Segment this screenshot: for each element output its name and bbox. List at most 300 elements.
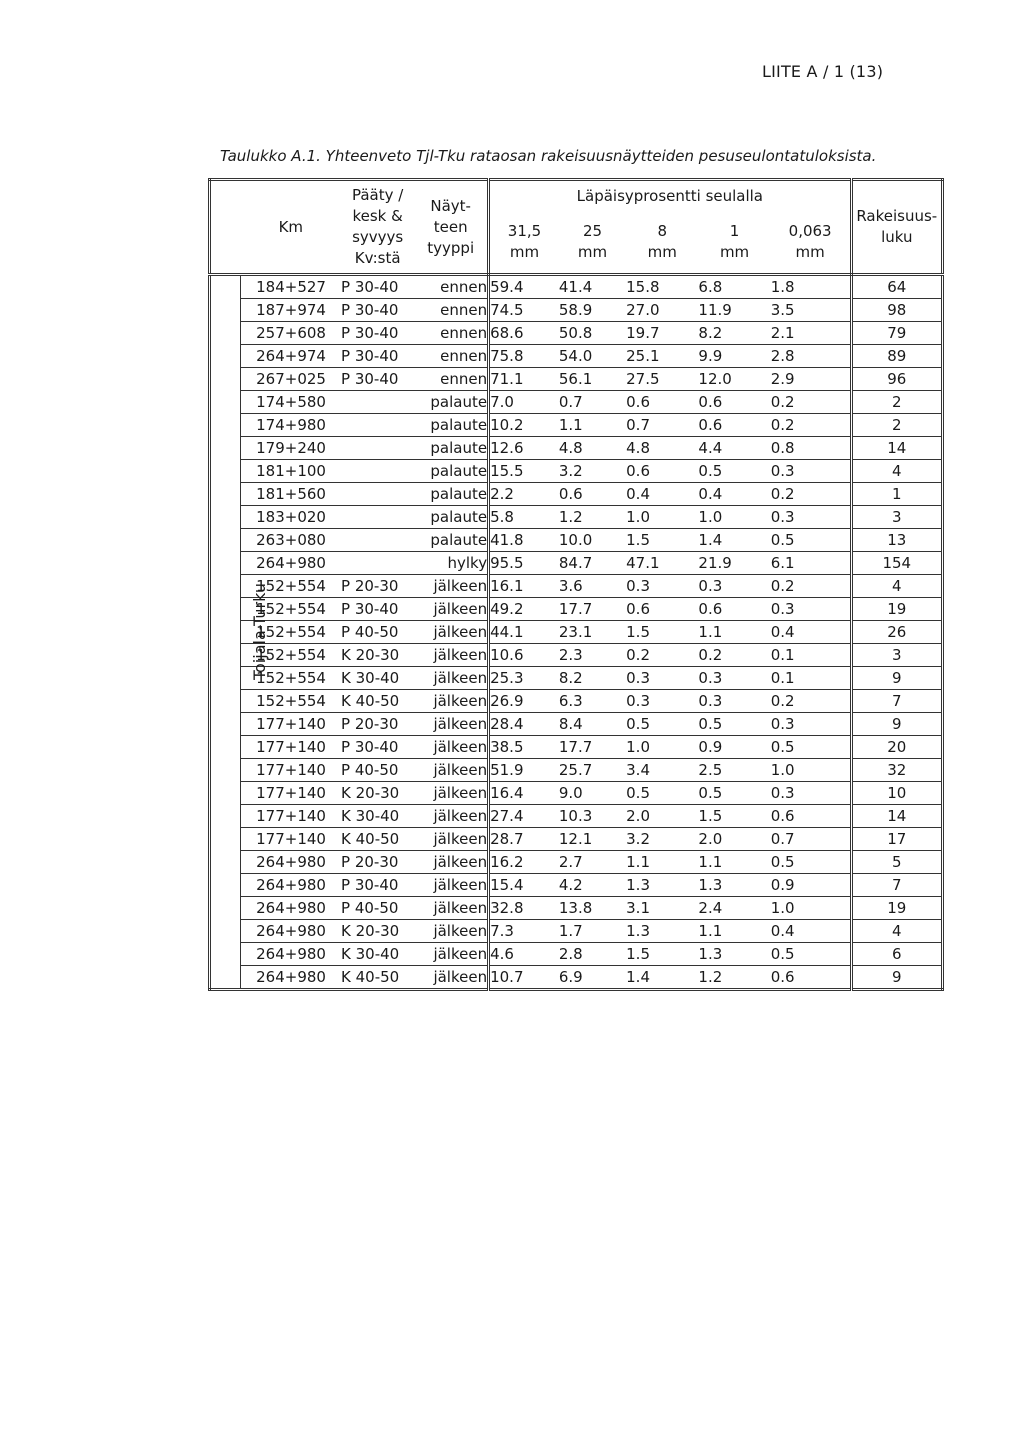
group-label: Toijala-Turku [250, 582, 270, 681]
cell-sieve-25: 2.8 [559, 943, 626, 966]
cell-type: jälkeen [414, 759, 488, 782]
cell-sieve-8: 0.3 [626, 667, 698, 690]
cell-sieve-0-063: 1.0 [771, 897, 851, 920]
cell-km: 257+608 [241, 322, 341, 345]
cell-rakeisuus: 19 [851, 598, 942, 621]
cell-depth: P 30-40 [341, 736, 414, 759]
cell-depth: K 40-50 [341, 966, 414, 990]
table-row [210, 897, 943, 920]
cell-sieve-8: 0.6 [626, 598, 698, 621]
cell-type: jälkeen [414, 713, 488, 736]
cell-sieve-0-063: 0.3 [771, 506, 851, 529]
cell-type: jälkeen [414, 621, 488, 644]
cell-sieve-0-063: 0.2 [771, 575, 851, 598]
cell-depth: K 20-30 [341, 644, 414, 667]
header-rakeisuus-line: luku [881, 228, 913, 246]
cell-depth [341, 506, 414, 529]
group-label-cell [210, 275, 270, 990]
cell-sieve-0-063: 0.3 [771, 598, 851, 621]
table-row [210, 391, 943, 414]
cell-depth [341, 437, 414, 460]
cell-km: 264+980 [241, 943, 341, 966]
table-row [210, 460, 943, 483]
cell-type: jälkeen [414, 874, 488, 897]
table-body [210, 275, 943, 990]
cell-type: palaute [414, 391, 488, 414]
cell-sieve-1: 1.0 [698, 506, 770, 529]
cell-sieve-0-063: 0.4 [771, 920, 851, 943]
cell-sieve-25: 2.3 [559, 644, 626, 667]
cell-depth: P 30-40 [341, 598, 414, 621]
cell-rakeisuus: 3 [851, 644, 942, 667]
cell-sieve-25: 41.4 [559, 275, 626, 299]
cell-sieve-1: 0.2 [698, 644, 770, 667]
cell-sieve-25: 6.9 [559, 966, 626, 990]
table-row [210, 759, 943, 782]
cell-km: 181+560 [241, 483, 341, 506]
cell-sieve-0-063: 2.8 [771, 345, 851, 368]
table-row [210, 345, 943, 368]
cell-rakeisuus: 96 [851, 368, 942, 391]
cell-type: jälkeen [414, 598, 488, 621]
table-row [210, 644, 943, 667]
cell-km: 174+980 [241, 414, 341, 437]
cell-sieve-31-5: 2.2 [489, 483, 559, 506]
header-sieve-0-063 [771, 211, 851, 275]
cell-type: jälkeen [414, 943, 488, 966]
cell-rakeisuus: 154 [851, 552, 942, 575]
cell-sieve-1: 0.6 [698, 391, 770, 414]
cell-depth: P 40-50 [341, 621, 414, 644]
header-km: Km [241, 180, 341, 275]
cell-rakeisuus: 19 [851, 897, 942, 920]
cell-rakeisuus: 32 [851, 759, 942, 782]
header-paaty-line: Pääty / [351, 186, 404, 204]
cell-sieve-1: 1.1 [698, 920, 770, 943]
cell-sieve-8: 1.3 [626, 874, 698, 897]
cell-sieve-8: 1.4 [626, 966, 698, 990]
cell-sieve-25: 13.8 [559, 897, 626, 920]
cell-sieve-25: 17.7 [559, 736, 626, 759]
cell-km: 152+554 [241, 621, 341, 644]
cell-sieve-0-063: 0.2 [771, 690, 851, 713]
cell-km: 177+140 [241, 805, 341, 828]
cell-sieve-8: 25.1 [626, 345, 698, 368]
page-header: LIITE A / 1 (13) [762, 62, 884, 81]
cell-sieve-0-063: 0.1 [771, 667, 851, 690]
cell-sieve-25: 1.1 [559, 414, 626, 437]
cell-km: 181+100 [241, 460, 341, 483]
cell-sieve-1: 0.6 [698, 414, 770, 437]
sieve-unit: mm [647, 243, 677, 261]
table-header [210, 180, 943, 275]
cell-rakeisuus: 9 [851, 966, 942, 990]
table-row [210, 552, 943, 575]
cell-type: jälkeen [414, 782, 488, 805]
cell-sieve-0-063: 0.3 [771, 713, 851, 736]
cell-sieve-0-063: 2.9 [771, 368, 851, 391]
cell-sieve-0-063: 1.8 [771, 275, 851, 299]
sieve-size: 0,063 [788, 222, 832, 240]
cell-rakeisuus: 17 [851, 828, 942, 851]
sieve-size: 25 [582, 222, 603, 240]
cell-km: 264+980 [241, 897, 341, 920]
cell-sieve-31-5: 28.7 [489, 828, 559, 851]
cell-sieve-25: 9.0 [559, 782, 626, 805]
cell-type: jälkeen [414, 667, 488, 690]
cell-sieve-8: 2.0 [626, 805, 698, 828]
cell-sieve-31-5: 41.8 [489, 529, 559, 552]
cell-sieve-31-5: 75.8 [489, 345, 559, 368]
sieve-size: 1 [729, 222, 740, 240]
cell-sieve-1: 1.3 [698, 874, 770, 897]
sieve-unit: mm [577, 243, 608, 261]
cell-sieve-31-5: 44.1 [489, 621, 559, 644]
cell-sieve-0-063: 0.8 [771, 437, 851, 460]
cell-depth: K 40-50 [341, 828, 414, 851]
cell-sieve-1: 0.5 [698, 460, 770, 483]
cell-sieve-25: 10.0 [559, 529, 626, 552]
cell-sieve-31-5: 59.4 [489, 275, 559, 299]
cell-sieve-8: 0.6 [626, 460, 698, 483]
table-row [210, 874, 943, 897]
cell-sieve-31-5: 38.5 [489, 736, 559, 759]
cell-sieve-25: 50.8 [559, 322, 626, 345]
cell-type: jälkeen [414, 575, 488, 598]
cell-depth: P 30-40 [341, 874, 414, 897]
cell-sieve-0-063: 0.5 [771, 851, 851, 874]
cell-sieve-8: 0.7 [626, 414, 698, 437]
cell-type: jälkeen [414, 851, 488, 874]
cell-sieve-0-063: 0.2 [771, 414, 851, 437]
cell-sieve-0-063: 0.3 [771, 460, 851, 483]
table-row [210, 736, 943, 759]
cell-km: 264+980 [241, 920, 341, 943]
table-row [210, 414, 943, 437]
cell-sieve-8: 3.1 [626, 897, 698, 920]
cell-sieve-8: 19.7 [626, 322, 698, 345]
cell-sieve-0-063: 0.2 [771, 483, 851, 506]
cell-rakeisuus: 14 [851, 437, 942, 460]
cell-km: 264+980 [241, 966, 341, 990]
table-row [210, 621, 943, 644]
cell-sieve-0-063: 0.5 [771, 736, 851, 759]
cell-rakeisuus: 3 [851, 506, 942, 529]
cell-rakeisuus: 4 [851, 920, 942, 943]
cell-sieve-8: 1.0 [626, 736, 698, 759]
header-paaty-line: Kv:stä [354, 249, 401, 267]
cell-type: palaute [414, 437, 488, 460]
cell-sieve-0-063: 6.1 [771, 552, 851, 575]
cell-sieve-1: 1.3 [698, 943, 770, 966]
cell-type: ennen [414, 345, 488, 368]
cell-sieve-1: 21.9 [698, 552, 770, 575]
cell-depth: P 30-40 [341, 345, 414, 368]
cell-type: jälkeen [414, 690, 488, 713]
cell-type: jälkeen [414, 805, 488, 828]
cell-sieve-31-5: 49.2 [489, 598, 559, 621]
cell-sieve-31-5: 5.8 [489, 506, 559, 529]
cell-rakeisuus: 4 [851, 460, 942, 483]
header-paaty [341, 180, 414, 275]
cell-sieve-31-5: 10.7 [489, 966, 559, 990]
cell-km: 184+527 [241, 275, 341, 299]
cell-sieve-31-5: 51.9 [489, 759, 559, 782]
cell-rakeisuus: 98 [851, 299, 942, 322]
cell-sieve-8: 1.5 [626, 529, 698, 552]
cell-sieve-25: 2.7 [559, 851, 626, 874]
cell-sieve-1: 0.5 [698, 782, 770, 805]
cell-depth: K 20-30 [341, 782, 414, 805]
cell-km: 152+554 [241, 575, 341, 598]
cell-sieve-0-063: 0.6 [771, 805, 851, 828]
table-row [210, 828, 943, 851]
cell-sieve-8: 3.4 [626, 759, 698, 782]
cell-sieve-25: 23.1 [559, 621, 626, 644]
cell-sieve-25: 25.7 [559, 759, 626, 782]
cell-rakeisuus: 9 [851, 713, 942, 736]
cell-sieve-8: 0.5 [626, 782, 698, 805]
cell-sieve-1: 0.3 [698, 667, 770, 690]
cell-sieve-8: 0.5 [626, 713, 698, 736]
table-row [210, 782, 943, 805]
cell-sieve-1: 0.4 [698, 483, 770, 506]
table-row [210, 506, 943, 529]
cell-sieve-0-063: 0.7 [771, 828, 851, 851]
cell-rakeisuus: 26 [851, 621, 942, 644]
cell-sieve-8: 3.2 [626, 828, 698, 851]
cell-sieve-25: 8.4 [559, 713, 626, 736]
cell-sieve-0-063: 1.0 [771, 759, 851, 782]
table-row [210, 368, 943, 391]
cell-sieve-31-5: 10.6 [489, 644, 559, 667]
cell-sieve-31-5: 15.5 [489, 460, 559, 483]
cell-sieve-1: 8.2 [698, 322, 770, 345]
cell-sieve-8: 1.1 [626, 851, 698, 874]
cell-depth: P 40-50 [341, 759, 414, 782]
cell-type: palaute [414, 483, 488, 506]
cell-type: jälkeen [414, 920, 488, 943]
sieve-size: 8 [657, 222, 668, 240]
table-row [210, 851, 943, 874]
cell-rakeisuus: 2 [851, 414, 942, 437]
cell-sieve-0-063: 3.5 [771, 299, 851, 322]
cell-sieve-1: 2.4 [698, 897, 770, 920]
cell-sieve-31-5: 71.1 [489, 368, 559, 391]
cell-depth: K 30-40 [341, 667, 414, 690]
cell-km: 177+140 [241, 759, 341, 782]
cell-sieve-25: 56.1 [559, 368, 626, 391]
table-row [210, 529, 943, 552]
cell-sieve-1: 1.5 [698, 805, 770, 828]
cell-sieve-31-5: 4.6 [489, 943, 559, 966]
cell-sieve-8: 0.3 [626, 690, 698, 713]
cell-km: 263+080 [241, 529, 341, 552]
sieve-size: 31,5 [507, 222, 542, 240]
cell-sieve-8: 47.1 [626, 552, 698, 575]
cell-sieve-8: 1.0 [626, 506, 698, 529]
cell-depth: K 30-40 [341, 943, 414, 966]
table-row [210, 713, 943, 736]
cell-type: palaute [414, 529, 488, 552]
header-lapaisy: Läpäisyprosentti seulalla [576, 186, 763, 205]
cell-type: ennen [414, 322, 488, 345]
cell-sieve-1: 0.3 [698, 690, 770, 713]
cell-km: 264+980 [241, 552, 341, 575]
cell-type: jälkeen [414, 644, 488, 667]
cell-sieve-31-5: 16.2 [489, 851, 559, 874]
cell-sieve-1: 2.0 [698, 828, 770, 851]
cell-sieve-31-5: 74.5 [489, 299, 559, 322]
cell-sieve-31-5: 7.0 [489, 391, 559, 414]
cell-sieve-25: 0.7 [559, 391, 626, 414]
cell-sieve-1: 2.5 [698, 759, 770, 782]
cell-sieve-8: 15.8 [626, 275, 698, 299]
table-row [210, 920, 943, 943]
table-row [210, 322, 943, 345]
cell-sieve-31-5: 28.4 [489, 713, 559, 736]
cell-depth: P 30-40 [341, 299, 414, 322]
header-paaty-line: syvyys [352, 228, 404, 246]
cell-depth: P 30-40 [341, 275, 414, 299]
header-paaty-line: kesk & [352, 207, 403, 225]
cell-rakeisuus: 1 [851, 483, 942, 506]
cell-sieve-8: 0.3 [626, 575, 698, 598]
header-sieve-25 [559, 211, 626, 275]
table-row [210, 805, 943, 828]
cell-sieve-31-5: 25.3 [489, 667, 559, 690]
cell-sieve-1: 1.2 [698, 966, 770, 990]
cell-type: ennen [414, 299, 488, 322]
cell-sieve-8: 0.6 [626, 391, 698, 414]
cell-rakeisuus: 13 [851, 529, 942, 552]
table-row [210, 575, 943, 598]
cell-sieve-25: 10.3 [559, 805, 626, 828]
cell-km: 267+025 [241, 368, 341, 391]
cell-sieve-1: 0.5 [698, 713, 770, 736]
cell-rakeisuus: 6 [851, 943, 942, 966]
cell-sieve-31-5: 12.6 [489, 437, 559, 460]
cell-sieve-0-063: 0.9 [771, 874, 851, 897]
cell-sieve-1: 1.1 [698, 851, 770, 874]
cell-rakeisuus: 9 [851, 667, 942, 690]
cell-sieve-25: 84.7 [559, 552, 626, 575]
cell-sieve-0-063: 0.5 [771, 529, 851, 552]
cell-type: hylky [414, 552, 488, 575]
cell-type: palaute [414, 414, 488, 437]
cell-sieve-25: 3.2 [559, 460, 626, 483]
cell-rakeisuus: 10 [851, 782, 942, 805]
header-rakeisuus [851, 180, 942, 275]
cell-km: 177+140 [241, 736, 341, 759]
cell-sieve-0-063: 0.1 [771, 644, 851, 667]
header-nayte [414, 180, 488, 275]
cell-sieve-25: 1.7 [559, 920, 626, 943]
cell-sieve-8: 0.2 [626, 644, 698, 667]
cell-sieve-31-5: 26.9 [489, 690, 559, 713]
cell-sieve-1: 6.8 [698, 275, 770, 299]
cell-km: 174+580 [241, 391, 341, 414]
cell-depth [341, 552, 414, 575]
cell-type: jälkeen [414, 828, 488, 851]
cell-sieve-31-5: 10.2 [489, 414, 559, 437]
cell-rakeisuus: 89 [851, 345, 942, 368]
cell-sieve-1: 4.4 [698, 437, 770, 460]
cell-sieve-31-5: 68.6 [489, 322, 559, 345]
table-row [210, 690, 943, 713]
cell-rakeisuus: 14 [851, 805, 942, 828]
cell-sieve-1: 0.6 [698, 598, 770, 621]
cell-type: palaute [414, 460, 488, 483]
cell-rakeisuus: 64 [851, 275, 942, 299]
header-nayte-line: teen [433, 217, 468, 236]
table-row [210, 299, 943, 322]
cell-sieve-25: 6.3 [559, 690, 626, 713]
header-sieve-31-5 [489, 211, 559, 275]
header-nayte-line: Näyt- [430, 196, 471, 215]
cell-sieve-8: 1.3 [626, 920, 698, 943]
cell-depth: P 20-30 [341, 851, 414, 874]
table-row [210, 437, 943, 460]
cell-sieve-8: 27.5 [626, 368, 698, 391]
cell-sieve-31-5: 27.4 [489, 805, 559, 828]
sieve-unit: mm [795, 243, 825, 261]
cell-sieve-25: 3.6 [559, 575, 626, 598]
table-row [210, 483, 943, 506]
cell-sieve-8: 0.4 [626, 483, 698, 506]
cell-rakeisuus: 2 [851, 391, 942, 414]
cell-sieve-1: 0.9 [698, 736, 770, 759]
cell-depth: P 20-30 [341, 713, 414, 736]
sieve-results-table [208, 178, 944, 991]
cell-depth: K 30-40 [341, 805, 414, 828]
cell-type: ennen [414, 368, 488, 391]
cell-rakeisuus: 7 [851, 874, 942, 897]
cell-sieve-31-5: 32.8 [489, 897, 559, 920]
cell-depth: P 20-30 [341, 575, 414, 598]
sieve-unit: mm [719, 243, 750, 261]
cell-sieve-25: 0.6 [559, 483, 626, 506]
cell-sieve-0-063: 0.6 [771, 966, 851, 990]
cell-depth: P 30-40 [341, 322, 414, 345]
header-spacer [210, 180, 241, 275]
cell-sieve-25: 4.8 [559, 437, 626, 460]
cell-km: 177+140 [241, 782, 341, 805]
table-row [210, 667, 943, 690]
table-row [210, 275, 943, 299]
cell-km: 152+554 [241, 598, 341, 621]
cell-rakeisuus: 79 [851, 322, 942, 345]
cell-rakeisuus: 7 [851, 690, 942, 713]
cell-km: 152+554 [241, 644, 341, 667]
cell-depth [341, 414, 414, 437]
cell-type: jälkeen [414, 966, 488, 990]
cell-km: 187+974 [241, 299, 341, 322]
cell-rakeisuus: 20 [851, 736, 942, 759]
cell-sieve-31-5: 15.4 [489, 874, 559, 897]
cell-sieve-8: 27.0 [626, 299, 698, 322]
cell-depth [341, 483, 414, 506]
header-nayte-line: tyyppi [427, 238, 475, 257]
cell-km: 264+980 [241, 874, 341, 897]
cell-sieve-0-063: 0.5 [771, 943, 851, 966]
cell-type: palaute [414, 506, 488, 529]
cell-rakeisuus: 5 [851, 851, 942, 874]
cell-type: jälkeen [414, 897, 488, 920]
cell-sieve-8: 1.5 [626, 621, 698, 644]
cell-sieve-1: 11.9 [698, 299, 770, 322]
cell-sieve-0-063: 0.4 [771, 621, 851, 644]
